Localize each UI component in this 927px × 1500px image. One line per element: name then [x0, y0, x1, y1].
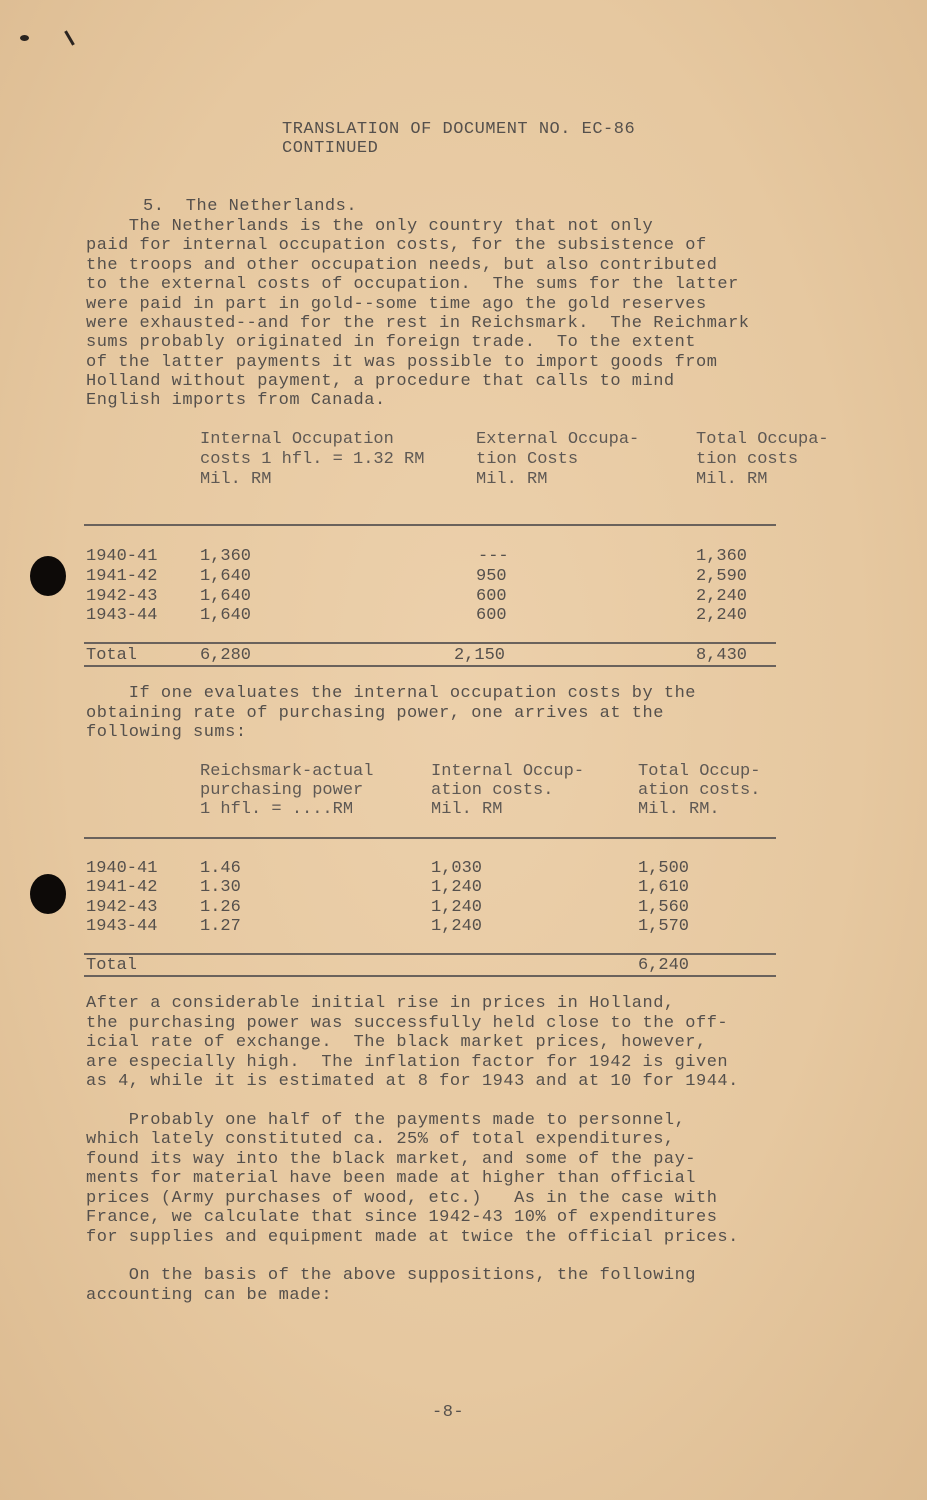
paragraph-line: were exhausted--and for the rest in Reichsmark. The Reichmark — [86, 314, 750, 333]
table1-internal: 1,640 — [200, 567, 252, 586]
table2-total-total: 6,240 — [638, 956, 690, 975]
table1-total: 2,590 — [696, 567, 748, 586]
ink-mark — [64, 30, 75, 45]
paragraph-line: of the latter payments it was possible to import goods from — [86, 353, 718, 372]
paragraph-line: France, we calculate that since 1942-43 10% of expenditures — [86, 1208, 718, 1227]
table1-total-external: 2,150 — [454, 646, 506, 665]
table2-total: 1,500 — [638, 859, 690, 878]
table1-year: 1940-41 — [86, 547, 158, 566]
table1-total: 2,240 — [696, 606, 748, 625]
table1-year: 1943-44 — [86, 606, 158, 625]
paragraph-line: the troops and other occupation needs, but also contributed — [86, 256, 718, 275]
table2-total: 1,570 — [638, 917, 690, 936]
table2-header-rule — [84, 837, 776, 839]
table1-external: 600 — [476, 606, 507, 625]
table1-col-external-h2: tion Costs — [476, 450, 579, 469]
paragraph-line: for supplies and equipment made at twice the official prices. — [86, 1228, 739, 1247]
paragraph-line: accounting can be made: — [86, 1286, 333, 1305]
paragraph-line: ments for material have been made at higher than official — [86, 1169, 696, 1188]
paragraph-line: Probably one half of the payments made to personnel, — [86, 1111, 686, 1130]
table1-internal: 1,640 — [200, 606, 252, 625]
table1-external: 600 — [476, 587, 507, 606]
document-title: TRANSLATION OF DOCUMENT NO. EC-86 — [282, 120, 636, 139]
table1-col-total-h2: tion costs — [696, 450, 799, 469]
punch-hole — [30, 556, 66, 596]
table1-total: 1,360 — [696, 547, 748, 566]
table2-internal: 1,240 — [431, 917, 483, 936]
table2-rate: 1.46 — [200, 859, 241, 878]
table1-year: 1941-42 — [86, 567, 158, 586]
paragraph-line: as 4, while it is estimated at 8 for 1943 and at 10 for 1944. — [86, 1072, 739, 1091]
paragraph-line: If one evaluates the internal occupation costs by the — [86, 684, 696, 703]
table2-rate: 1.26 — [200, 898, 241, 917]
paragraph-line: icial rate of exchange. The black market prices, however, — [86, 1033, 707, 1052]
table2-col-internal-h1: Internal Occup- — [431, 762, 585, 781]
table2-rate: 1.27 — [200, 917, 241, 936]
table2-year: 1940-41 — [86, 859, 158, 878]
paragraph-line: prices (Army purchases of wood, etc.) As in the case with — [86, 1189, 718, 1208]
paragraph-line: were paid in part in gold--some time ago the gold reserves — [86, 295, 707, 314]
table2-col-total-h2: ation costs. — [638, 781, 761, 800]
page-number: -8- — [432, 1403, 465, 1422]
section-heading: 5. The Netherlands. — [143, 197, 358, 216]
paragraph-line: which lately constituted ca. 25% of total expenditures, — [86, 1130, 675, 1149]
table1-total: 2,240 — [696, 587, 748, 606]
table1-col-internal-h2: costs 1 hfl. = 1.32 RM — [200, 450, 425, 469]
paragraph-line: following sums: — [86, 723, 247, 742]
table2-internal: 1,240 — [431, 878, 483, 897]
table2-internal: 1,240 — [431, 898, 483, 917]
paragraph-line: Holland without payment, a procedure that calls to mind — [86, 372, 675, 391]
paragraph-line: paid for internal occupation costs, for the subsistence of — [86, 236, 707, 255]
paragraph-line: obtaining rate of purchasing power, one arrives at the — [86, 704, 664, 723]
table2-total: 1,560 — [638, 898, 690, 917]
table1-col-total-h1: Total Occupa- — [696, 430, 829, 449]
table2-rate: 1.30 — [200, 878, 241, 897]
table2-col-total-h1: Total Occup- — [638, 762, 761, 781]
table2-col-internal-h2: ation costs. — [431, 781, 554, 800]
table1-bottom-rule — [84, 665, 776, 667]
table2-total: 1,610 — [638, 878, 690, 897]
paragraph-line: English imports from Canada. — [86, 391, 386, 410]
document-subtitle: CONTINUED — [282, 139, 379, 158]
table2-col-rate-h3: 1 hfl. = ....RM — [200, 800, 354, 819]
table1-col-external-h3: Mil. RM — [476, 470, 548, 489]
table1-internal: 1,360 — [200, 547, 252, 566]
table1-header-rule — [84, 524, 776, 526]
table1-total-rule — [84, 642, 776, 644]
paragraph-line: On the basis of the above suppositions, the following — [86, 1266, 696, 1285]
paragraph-line: sums probably originated in foreign trade. To the extent — [86, 333, 696, 352]
table2-year: 1943-44 — [86, 917, 158, 936]
table1-total-label: Total — [86, 646, 138, 665]
table1-col-external-h1: External Occupa- — [476, 430, 640, 449]
table2-col-rate-h2: purchasing power — [200, 781, 364, 800]
ink-mark — [20, 35, 29, 41]
paragraph-line: The Netherlands is the only country that not only — [86, 217, 654, 236]
paragraph-line: After a considerable initial rise in prices in Holland, — [86, 994, 675, 1013]
table2-col-internal-h3: Mil. RM — [431, 800, 503, 819]
table2-year: 1941-42 — [86, 878, 158, 897]
table1-external: 950 — [476, 567, 507, 586]
table1-total-total: 8,430 — [696, 646, 748, 665]
table1-internal: 1,640 — [200, 587, 252, 606]
table2-bottom-rule — [84, 975, 776, 977]
table1-year: 1942-43 — [86, 587, 158, 606]
table2-total-label: Total — [86, 956, 138, 975]
table1-col-internal-h3: Mil. RM — [200, 470, 272, 489]
paragraph-line: found its way into the black market, and some of the pay- — [86, 1150, 696, 1169]
table2-internal: 1,030 — [431, 859, 483, 878]
paragraph-line: to the external costs of occupation. The sums for the latter — [86, 275, 739, 294]
table1-col-internal-h1: Internal Occupation — [200, 430, 394, 449]
table2-col-total-h3: Mil. RM. — [638, 800, 720, 819]
table2-year: 1942-43 — [86, 898, 158, 917]
table1-col-total-h3: Mil. RM — [696, 470, 768, 489]
paragraph-line: the purchasing power was successfully held close to the off- — [86, 1014, 729, 1033]
table2-total-rule — [84, 953, 776, 955]
table1-external: --- — [478, 547, 509, 566]
table1-total-internal: 6,280 — [200, 646, 252, 665]
punch-hole — [30, 874, 66, 914]
paragraph-line: are especially high. The inflation factor for 1942 is given — [86, 1053, 729, 1072]
table2-col-rate-h1: Reichsmark-actual — [200, 762, 374, 781]
